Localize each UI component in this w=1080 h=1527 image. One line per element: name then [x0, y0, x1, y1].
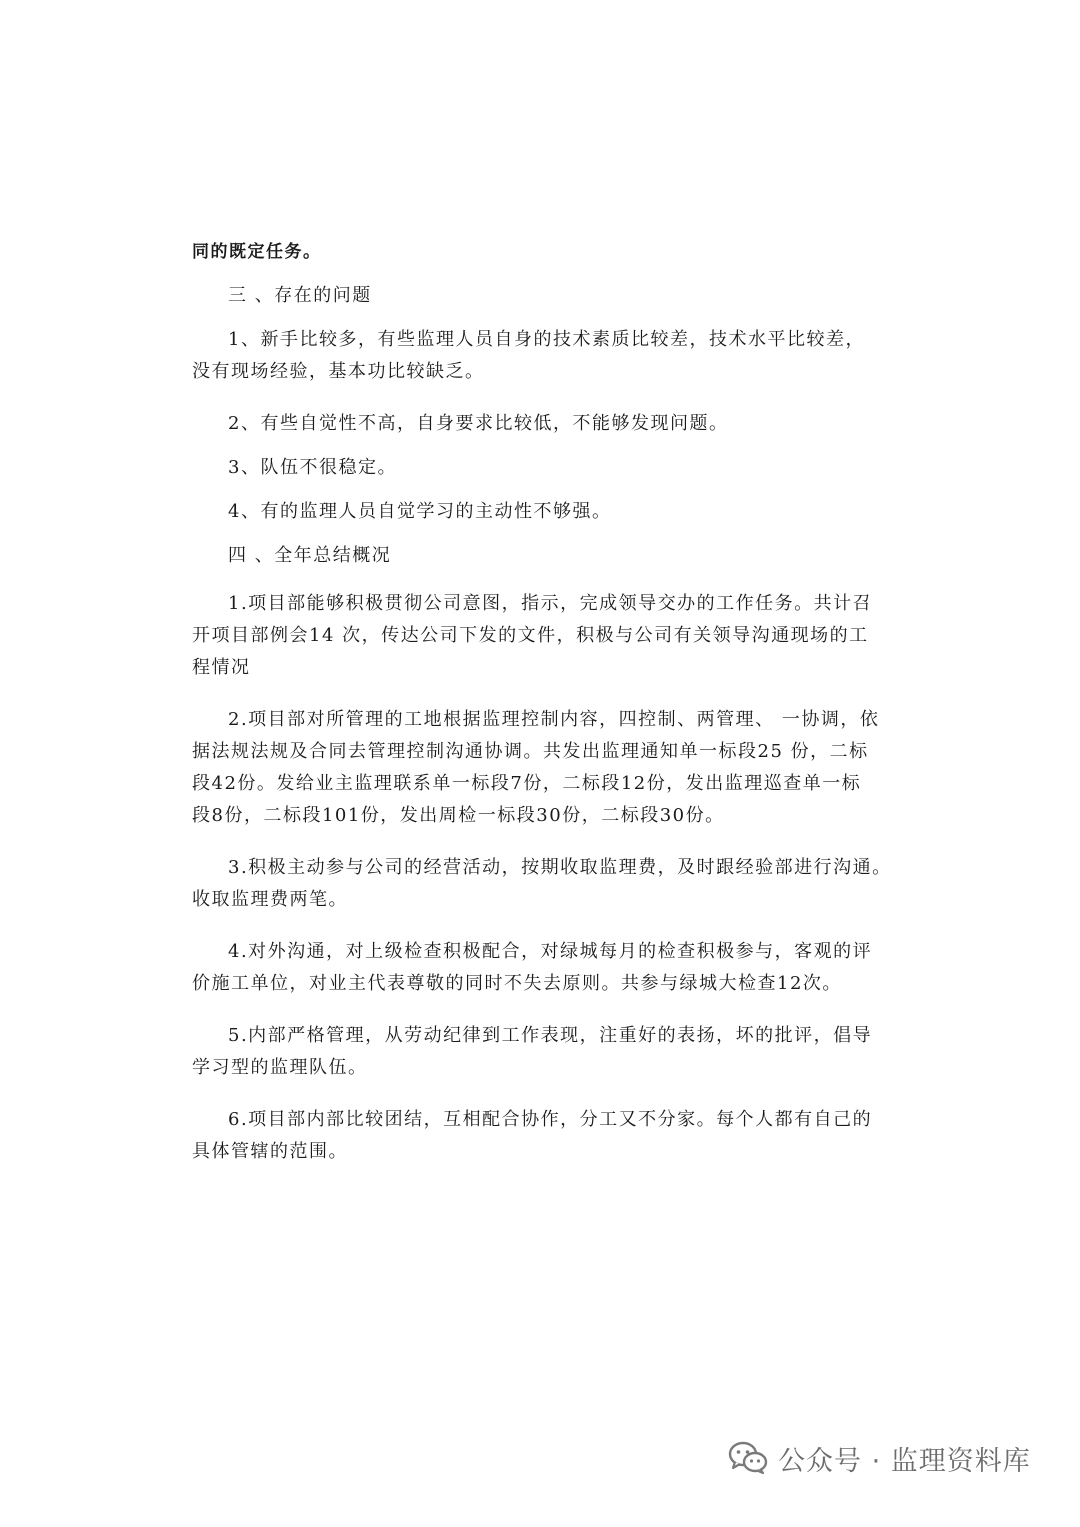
section3-item-1: 1、新手比较多，有些监理人员自身的技术素质比较差，技术水平比较差， 没有现场经验，基本功比较缺乏。 — [192, 329, 865, 382]
section-heading-3: 三 、存在的问题 — [228, 285, 372, 306]
wechat-icon — [728, 1441, 768, 1475]
document-body — [192, 236, 892, 1168]
section3-item-3: 3、队伍不很稳定。 — [228, 457, 397, 478]
section3-item-2: 2、有些自觉性不高，自身要求比较低，不能够发现问题。 — [228, 413, 729, 434]
section4-item-6: 6.项目部内部比较团结，互相配合协作，分工又不分家。每个人都有自己的 具体管辖的范围。 — [192, 1109, 873, 1162]
section-heading-4: 四 、全年总结概况 — [228, 545, 392, 566]
section4-item-2: 2.项目部对所管理的工地根据监理控制内容，四控制、两管理、 一协调，依 据法规法规及合同去管理控制沟通协调。共发出监理通知单一标段25 份，二标 段42份。发给业主监理联系单一标段7份，二标段12份，发出监理巡查单一标 段8份，二标段101份，发出周检一标段30份，二标段30份。 — [192, 709, 880, 826]
source-watermark — [728, 1434, 1031, 1482]
section4-item-5: 5.内部严格管理，从劳动纪律到工作表现，注重好的表扬，坏的批评，倡导 学习型的监理队伍。 — [192, 1025, 873, 1078]
section4-item-4: 4.对外沟通，对上级检查积极配合，对绿城每月的检查积极参与，客观的评 价施工单位，对业主代表尊敬的同时不失去原则。共参与绿城大检查12次。 — [192, 941, 873, 994]
section3-item-4: 4、有的监理人员自觉学习的主动性不够强。 — [228, 501, 612, 522]
watermark-text: 公众号 · 监理资料库 — [778, 1445, 1031, 1477]
section4-item-3: 3.积极主动参与公司的经营活动，按期收取监理费，及时跟经验部进行沟通。 收取监理费两笔。 — [192, 857, 892, 910]
continuation-line: 同的既定任务。 — [192, 242, 322, 262]
section4-item-1: 1.项目部能够积极贯彻公司意图，指示，完成领导交办的工作任务。共计召 开项目部例会14 次，传达公司下发的文件，积极与公司有关领导沟通现场的工 程情况 — [192, 593, 873, 678]
